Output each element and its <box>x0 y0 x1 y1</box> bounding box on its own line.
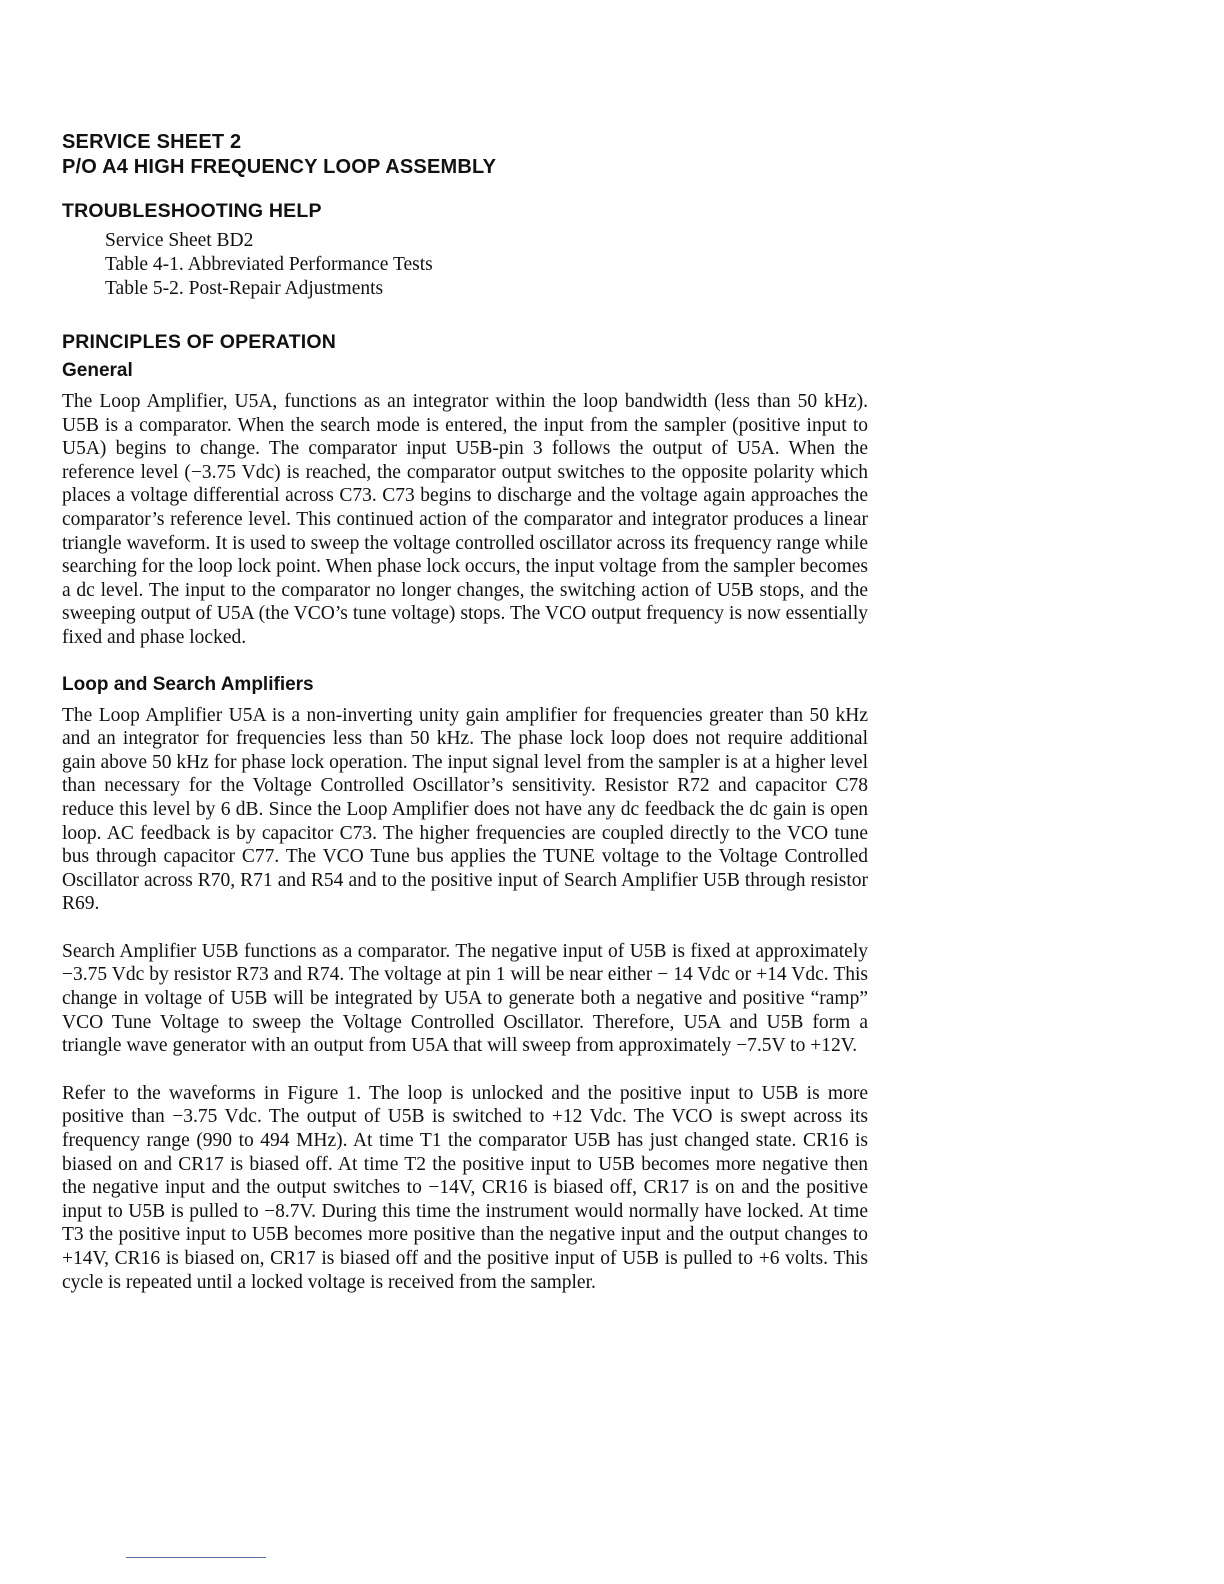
list-item: Table 4-1. Abbreviated Performance Tests <box>105 254 433 275</box>
loop-paragraph-3: Refer to the waveforms in Figure 1. The loop is unlocked and the positive input to U5B is more positive than −3.75 Vdc. The output of U5B is switched to +12 Vdc. The VCO is swept across its frequency range (990 to 494 MHz). At time T1 the comparator U5B has just changed state. CR16 is biased on and CR17 is biased off. At time T2 the positive input to U5B becomes more negative then the negative input and the output switches to −14V, CR16 is biased off, CR17 is on and the positive input to U5B is pulled to −8.7V. During this time the instrument would normally have locked. At time T3 the positive input to U5B becomes more positive than the negative input and the output changes to +14V, CR16 is biased on, CR17 is biased off and the positive input of U5B is pulled to +6 volts. This cycle is repeated until a locked voltage is received from the sampler. <box>62 1082 868 1293</box>
principles-heading: PRINCIPLES OF OPERATION <box>62 331 337 353</box>
general-paragraph: The Loop Amplifier, U5A, functions as an integrator within the loop bandwidth (less than 50 kHz). U5B is a comparator. When the search mode is entered, the input from the sampler (positive input to U5A) begins to change. The comparator input U5B-pin 3 follows the output of U5A. When the reference level (−3.75 Vdc) is reached, the comparator output switches to the opposite polarity which places a voltage differential across C73. C73 begins to discharge and the voltage again approaches the comparator’s reference level. This continued action of the comparator and integrator produces a linear triangle waveform. It is used to sweep the voltage controlled oscillator across its frequency range while searching for the loop lock point. When phase lock occurs, the input voltage from the sampler becomes a dc level. The input to the comparator no longer changes, the switching action of U5B stops, and the sweeping output of U5A (the VCO’s tune voltage) stops. The VCO output frequency is now essentially fixed and phase locked. <box>62 391 868 648</box>
loop-search-subheading: Loop and Search Amplifiers <box>62 673 314 695</box>
list-item: Table 5-2. Post-Repair Adjustments <box>105 278 384 299</box>
troubleshooting-heading: TROUBLESHOOTING HELP <box>62 200 322 222</box>
sheet-title-line1: SERVICE SHEET 2 <box>62 131 242 153</box>
general-subheading: General <box>62 360 133 381</box>
footer-rule <box>126 1557 266 1558</box>
troubleshooting-list <box>105 229 868 301</box>
list-item: Service Sheet BD2 <box>105 230 254 251</box>
service-sheet-page <box>62 130 868 1294</box>
loop-paragraph-1: The Loop Amplifier U5A is a non-inverting unity gain amplifier for frequencies greater than 50 kHz and an integrator for frequencies less than 50 kHz. The phase lock loop does not require additional gain above 50 kHz for phase lock operation. The input signal level from the sampler is at a higher level than necessary for the Voltage Controlled Oscillator’s sensitivity. Resistor R72 and capacitor C78 reduce this level by 6 dB. Since the Loop Amplifier does not have any dc feedback the dc gain is open loop. AC feedback is by capacitor C73. The higher frequencies are coupled directly to the VCO tune bus through capacitor C77. The VCO Tune bus applies the TUNE voltage to the Voltage Controlled Oscillator across R70, R71 and R54 and to the positive input of Search Amplifier U5B through resistor R69. <box>62 704 868 915</box>
sheet-title-line2: P/O A4 HIGH FREQUENCY LOOP ASSEMBLY <box>62 156 497 178</box>
loop-paragraph-2: Search Amplifier U5B functions as a comparator. The negative input of U5B is fixed at approximately −3.75 Vdc by resistor R73 and R74. The voltage at pin 1 will be near either − 14 Vdc or +14 Vdc. This change in voltage of U5B will be integrated by U5A to generate both a negative and positive “ramp” VCO Tune Voltage to sweep the Voltage Controlled Oscillator. Therefore, U5A and U5B form a triangle wave generator with an output from U5A that will sweep from approximately −7.5V to +12V. <box>62 940 868 1057</box>
